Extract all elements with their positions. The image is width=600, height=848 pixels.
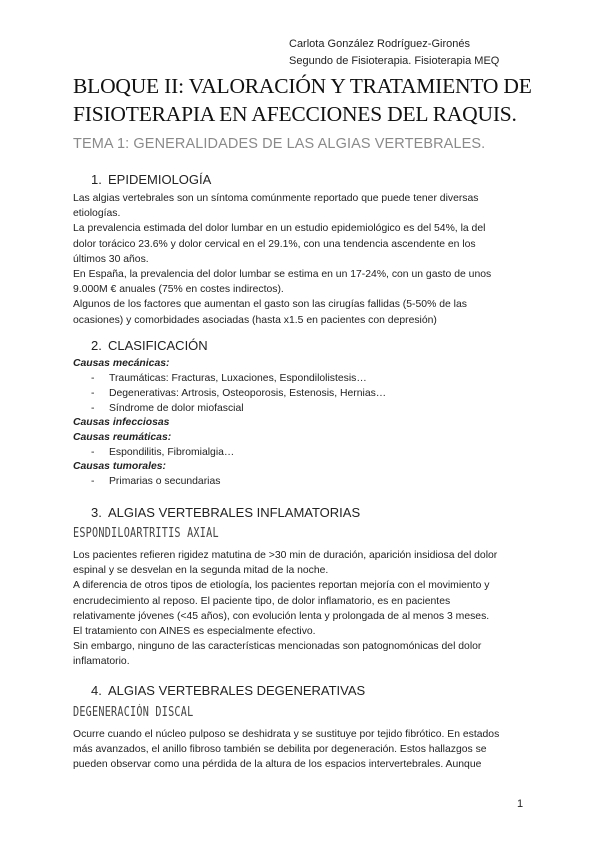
page-title	[73, 72, 593, 128]
subheading-espondiloartritis: ESPONDILOARTRITIS AXIAL	[73, 526, 219, 541]
list-item: - Primarias o secundarias	[91, 476, 221, 487]
text-line: Sin embargo, ninguno de las características mencionadas son patognomónicas del dolor	[73, 641, 482, 653]
section-heading-inflamatorias: 3. ALGIAS VERTEBRALES INFLAMATORIAS	[91, 505, 361, 520]
text-line: El tratamiento con AINES es especialmente efectivo.	[73, 626, 316, 638]
section-heading-clasificacion: 2. CLASIFICACIÓN	[91, 338, 208, 353]
list-item: - Espondilitis, Fibromialgia…	[91, 447, 235, 458]
text-line: 9.000M € anuales (75% en costes indirectos).	[73, 284, 284, 296]
topic-subtitle: TEMA 1: GENERALIDADES DE LAS ALGIAS VERTEBRALES.	[73, 136, 486, 152]
course-name: Segundo de Fisioterapia. Fisioterapia MEQ	[289, 55, 500, 67]
text-line: dolor torácico 23.6% y dolor cervical en el 29.1%, con una tendencia ascendente en los	[73, 238, 476, 250]
text-line: últimos 30 años.	[73, 253, 149, 265]
subheading-degeneracion-discal: DEGENERACIÓN DISCAL	[73, 705, 194, 720]
text-line: ocasiones) y comorbidades asociadas (hasta x1.5 en pacientes con depresión)	[73, 314, 437, 326]
text-line: etiologías.	[73, 208, 121, 220]
text-line: inflamatorio.	[73, 656, 130, 668]
author-name: Carlota González Rodríguez-Gironés	[289, 38, 470, 50]
text-line: más avanzados, el anillo fibroso también se debilita por degeneración. Estos hallazgos se	[73, 744, 487, 756]
text-line: relativamente jóvenes (<45 años), con evolución lenta y prolongada de al menos 3 meses.	[73, 610, 490, 622]
text-line: En España, la prevalencia del dolor lumbar se estima en un 17-24%, con un gasto de unos	[73, 269, 492, 281]
epidemiologia-text	[73, 191, 533, 328]
inflamatorias-text	[73, 548, 533, 670]
list-item: - Traumáticas: Fracturas, Luxaciones, Espondilolistesis…	[91, 373, 367, 384]
page-number: 1	[517, 798, 524, 810]
degenerativas-text	[73, 727, 533, 773]
text-line: La prevalencia estimada del dolor lumbar en un estudio epidemiológico es del 54%, la del	[73, 223, 486, 235]
causes-rheumatic-label: Causas reumáticas:	[73, 432, 172, 443]
section-heading-epidemiologia: 1. EPIDEMIOLOGÍA	[91, 172, 212, 187]
list-item: - Síndrome de dolor miofascial	[91, 403, 244, 414]
text-line: Algunos de los factores que aumentan el gasto son las cirugías fallidas (5-50% de las	[73, 299, 467, 311]
text-line: Los pacientes refieren rigidez matutina de >30 min de duración, aparición insidiosa del dolor	[73, 550, 498, 561]
text-line: encrudecimiento al reposo. El paciente tipo, de dolor inflamatorio, es en pacientes	[73, 595, 451, 607]
list-item: - Degenerativas: Artrosis, Osteoporosis, Estenosis, Hernias…	[91, 388, 387, 399]
text-line: espinal y se desvelan en la segunda mitad de la noche.	[73, 565, 329, 577]
title-line-1: BLOQUE II: VALORACIÓN Y TRATAMIENTO DE	[73, 74, 532, 98]
text-line: Ocurre cuando el núcleo pulposo se deshidrata y se sustituye por tejido fibrótico. En estados	[73, 729, 500, 740]
causes-mechanical-label: Causas mecánicas:	[73, 358, 170, 369]
causes-infectious-label: Causas infecciosas	[73, 417, 170, 428]
text-line: Las algias vertebrales son un síntoma comúnmente reportado que puede tener diversas	[73, 193, 479, 204]
title-line-2: FISIOTERAPIA EN AFECCIONES DEL RAQUIS.	[73, 102, 517, 126]
causes-tumoral-label: Causas tumorales:	[73, 461, 166, 472]
text-line: pueden observar como una pérdida de la altura de los espacios intervertebrales. Aunque	[73, 759, 482, 771]
text-line: A diferencia de otros tipos de etiología, los pacientes reportan mejoría con el movimiento y	[73, 580, 490, 592]
section-heading-degenerativas: 4. ALGIAS VERTEBRALES DEGENERATIVAS	[91, 683, 366, 698]
